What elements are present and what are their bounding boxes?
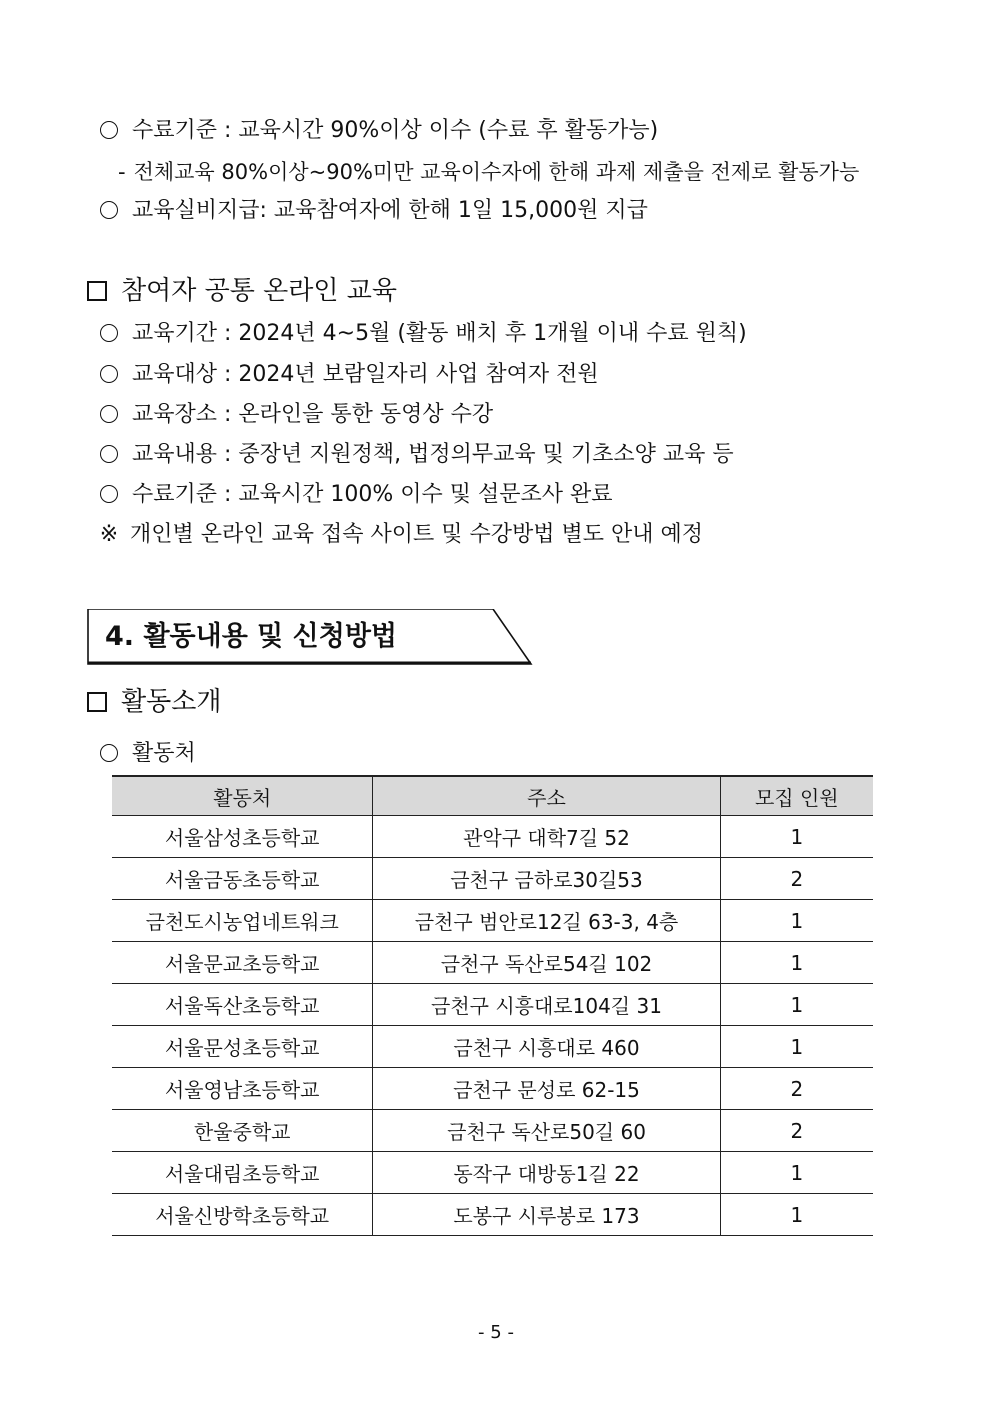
table-row	[112, 858, 873, 900]
activity-places-table	[112, 775, 873, 1236]
cell-place: 서울문성초등학교	[112, 1026, 373, 1068]
table-row	[112, 1026, 873, 1068]
intro-sub-line	[100, 740, 196, 768]
allowance-text: 교육실비지급: 교육참여자에 한해 1일 15,000원 지급	[132, 198, 648, 223]
column-header-address: 주소	[373, 776, 720, 816]
section-title-box	[87, 609, 533, 665]
cell-recruits: 1	[720, 984, 873, 1026]
cell-address: 금천구 독산로50길 60	[373, 1110, 720, 1152]
online-item-text: 교육기간 : 2024년 4~5월 (활동 배치 후 1개월 이내 수료 원칙)	[132, 321, 747, 346]
cell-place: 서울문교초등학교	[112, 942, 373, 984]
cell-recruits: 1	[720, 1194, 873, 1236]
cell-place: 서울삼성초등학교	[112, 816, 373, 858]
table-row	[112, 900, 873, 942]
cell-place: 금천도시농업네트워크	[112, 900, 373, 942]
reference-mark-icon: ※	[99, 522, 119, 547]
table-row	[112, 984, 873, 1026]
cell-recruits: 1	[720, 1026, 873, 1068]
cell-place: 한울중학교	[112, 1110, 373, 1152]
table-row	[112, 816, 873, 858]
table-row	[112, 1194, 873, 1236]
online-heading: 참여자 공통 온라인 교육	[121, 276, 397, 306]
page-number: - 5 -	[478, 1322, 514, 1343]
circle-bullet-icon	[100, 744, 118, 762]
online-item-text: 수료기준 : 교육시간 100% 이수 및 설문조사 완료	[132, 482, 613, 507]
cell-recruits: 2	[720, 1110, 873, 1152]
table-row	[112, 1068, 873, 1110]
table-header-row	[112, 776, 873, 816]
online-item-text: 교육대상 : 2024년 보람일자리 사업 참여자 전원	[132, 362, 599, 387]
circle-bullet-icon	[100, 485, 118, 503]
square-bullet-icon	[87, 692, 107, 712]
online-item	[100, 481, 613, 509]
circle-bullet-icon	[100, 121, 118, 139]
allowance-line	[100, 197, 648, 225]
column-header-place: 활동처	[112, 776, 373, 816]
completion-note-line	[118, 158, 859, 186]
online-item	[100, 401, 493, 429]
cell-place: 서울금동초등학교	[112, 858, 373, 900]
intro-sub-text: 활동처	[132, 741, 196, 766]
cell-recruits: 1	[720, 942, 873, 984]
table-row	[112, 1152, 873, 1194]
cell-address: 도봉구 시루봉로 173	[373, 1194, 720, 1236]
online-item	[100, 361, 599, 389]
cell-recruits: 2	[720, 858, 873, 900]
circle-bullet-icon	[100, 201, 118, 219]
online-heading-line	[87, 275, 397, 307]
online-item-text: 교육내용 : 중장년 지원정책, 법정의무교육 및 기초소양 교육 등	[132, 442, 734, 467]
intro-heading-line	[87, 686, 221, 718]
column-header-recruits: 모집 인원	[720, 776, 873, 816]
intro-heading: 활동소개	[121, 687, 222, 717]
completion-note-text: 전체교육 80%이상~90%미만 교육이수자에 한해 과제 제출을 전제로 활동가능	[133, 160, 860, 184]
cell-address: 동작구 대방동1길 22	[373, 1152, 720, 1194]
cell-address: 관악구 대학7길 52	[373, 816, 720, 858]
circle-bullet-icon	[100, 445, 118, 463]
completion-criteria-line	[100, 117, 658, 145]
cell-recruits: 1	[720, 1152, 873, 1194]
cell-address: 금천구 문성로 62-15	[373, 1068, 720, 1110]
cell-place: 서울독산초등학교	[112, 984, 373, 1026]
cell-address: 금천구 시흥대로104길 31	[373, 984, 720, 1026]
table-row	[112, 1110, 873, 1152]
cell-place: 서울신방학초등학교	[112, 1194, 373, 1236]
online-item	[100, 320, 747, 348]
cell-recruits: 1	[720, 900, 873, 942]
cell-place: 서울영남초등학교	[112, 1068, 373, 1110]
cell-address: 금천구 금하로30길53	[373, 858, 720, 900]
cell-recruits: 1	[720, 816, 873, 858]
circle-bullet-icon	[100, 365, 118, 383]
cell-place: 서울대림초등학교	[112, 1152, 373, 1194]
table-row	[112, 942, 873, 984]
square-bullet-icon	[87, 281, 107, 301]
cell-address: 금천구 독산로54길 102	[373, 942, 720, 984]
circle-bullet-icon	[100, 405, 118, 423]
completion-criteria-text: 수료기준 : 교육시간 90%이상 이수 (수료 후 활동가능)	[132, 118, 659, 143]
dash-icon: -	[118, 160, 126, 184]
section-title: 4. 활동내용 및 신청방법	[105, 621, 397, 652]
online-item	[100, 441, 734, 469]
circle-bullet-icon	[100, 324, 118, 342]
cell-address: 금천구 시흥대로 460	[373, 1026, 720, 1068]
online-note-line	[98, 521, 703, 549]
online-note-text: 개인별 온라인 교육 접속 사이트 및 수강방법 별도 안내 예정	[130, 522, 703, 547]
cell-address: 금천구 범안로12길 63-3, 4층	[373, 900, 720, 942]
cell-recruits: 2	[720, 1068, 873, 1110]
online-item-text: 교육장소 : 온라인을 통한 동영상 수강	[132, 402, 494, 427]
